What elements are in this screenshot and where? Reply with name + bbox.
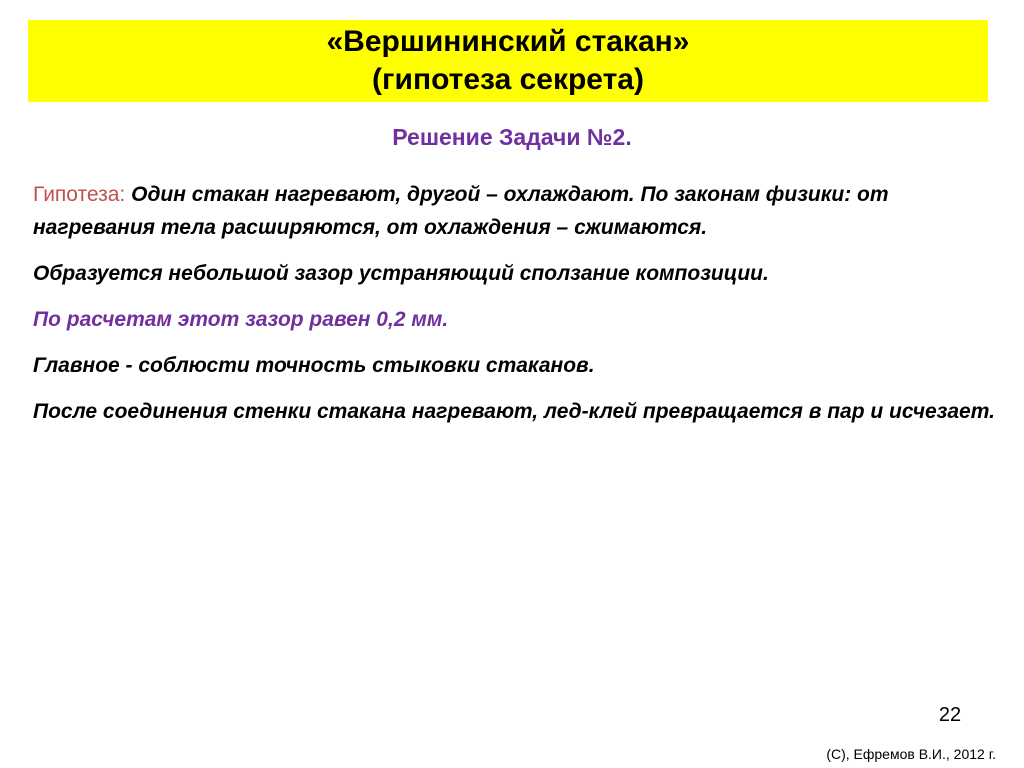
page-number: 22 [938,704,962,726]
slide-subtitle: Решение Задачи №2. [392,124,632,150]
hypothesis-text: Один стакан нагревают, другой – охлаждают. По законам физики: от нагревания тела расширяются, от охлаждения – сжимаются. [33,183,889,239]
hypothesis-label: Гипотеза: [33,183,126,206]
slide-body [33,178,999,441]
calculation-paragraph: По расчетам этот зазор равен 0,2 мм. [33,308,449,331]
slide-title-subline: (гипотеза секрета) [372,63,644,96]
gap-paragraph: Образуется небольшой зазор устраняющий сползание композиции. [33,262,769,285]
final-paragraph: После соединения стенки стакана нагревают, лед-клей превращается в пар и исчезает. [33,400,995,423]
slide-title: «Вершининский стакан» [326,25,690,58]
precision-paragraph: Главное - соблюсти точность стыковки стаканов. [33,354,595,377]
copyright-text: (С), Ефремов В.И., 2012 г. [826,746,996,762]
title-banner [28,20,988,102]
hypothesis-paragraph [33,178,999,244]
